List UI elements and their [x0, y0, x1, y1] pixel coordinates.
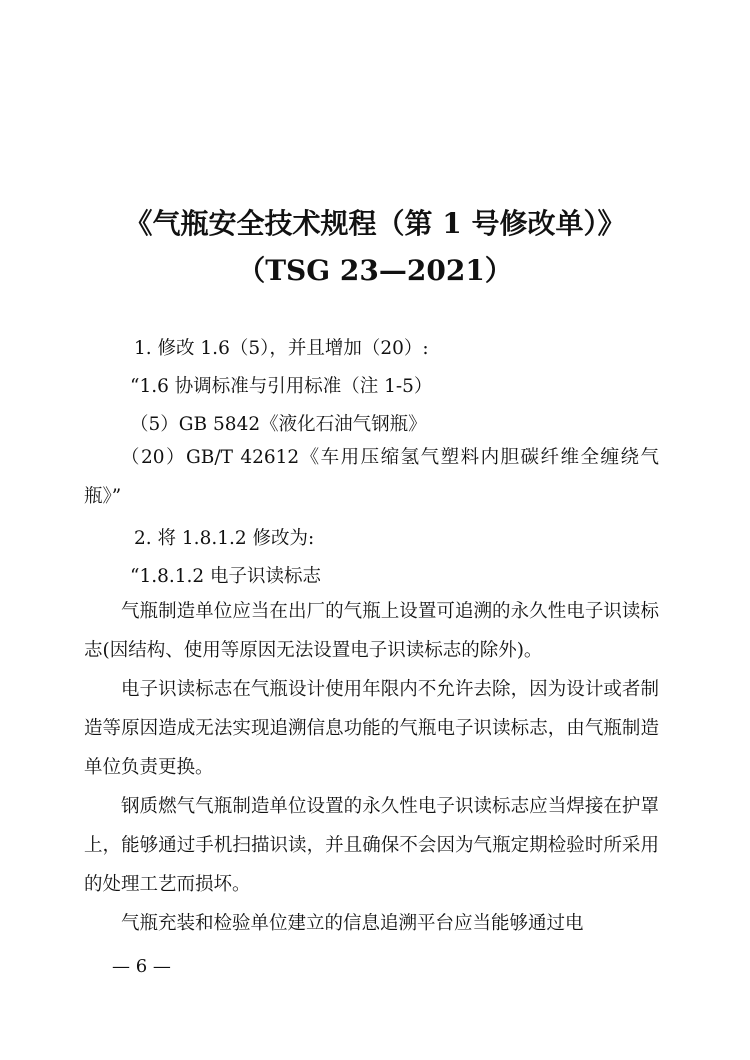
paragraph: 气瓶制造单位应当在出厂的气瓶上设置可追溯的永久性电子识读标志(因结构、使用等原因无法设置电子识读标志的除外)。: [84, 601, 659, 661]
document-code: （TSG 23—2021）: [237, 254, 513, 287]
clause-1-6-heading: “1.6 协调标准与引用标准（注 1-5）: [130, 376, 433, 397]
paragraph: 气瓶充装和检验单位建立的信息追溯平台应当能够通过电: [121, 913, 584, 934]
standard-item-20: （20）GB/T 42612《车用压缩氢气塑料内胆碳纤维全缠绕气瓶》”: [84, 447, 659, 507]
document-title: 《气瓶安全技术规程（第 1 号修改单）》: [124, 207, 626, 240]
paragraph: 电子识读标志在气瓶设计使用年限内不允许去除，因为设计或者制造等原因造成无法实现追溯信息功能的气瓶电子识读标志，由气瓶制造单位负责更换。: [84, 679, 659, 778]
standard-item-5: （5）GB 5842《液化石油气钢瓶》: [130, 414, 427, 435]
paragraph: 钢质燃气气瓶制造单位设置的永久性电子识读标志应当焊接在护罩上，能够通过手机扫描识读，并且确保不会因为气瓶定期检验时所采用的处理工艺而损坏。: [84, 796, 659, 895]
amendment-item-2: 2. 将 1.8.1.2 修改为:: [134, 528, 315, 549]
amendment-item-1: 1. 修改 1.6（5），并且增加（20）:: [134, 338, 429, 359]
clause-1-8-1-2-heading: “1.8.1.2 电子识读标志: [130, 566, 322, 587]
page-number: — 6 —: [112, 956, 171, 977]
